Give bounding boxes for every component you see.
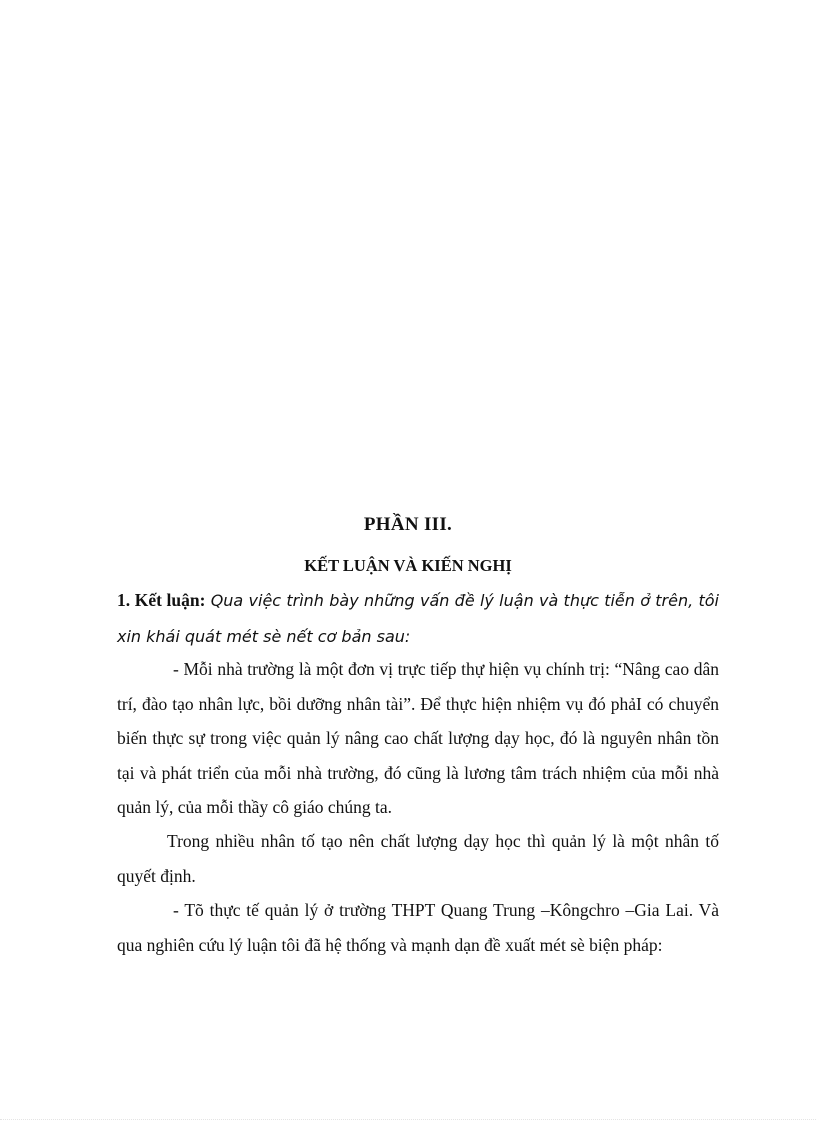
paragraph-management-factor: Trong nhiều nhân tố tạo nên chất lượng dạy học thì quản lý là một nhân tố quyết định.	[117, 831, 719, 886]
conclusion-label: 1. Kết luận	[117, 590, 200, 610]
part-title: PHẦN III.	[363, 514, 453, 535]
page-bottom-divider	[0, 1119, 816, 1120]
paragraph-practical-measures: - Tõ thực tế quản lý ở trường THPT Quang Trung –Kôngchro –Gia Lai. Và qua nghiên cứu lý luận tôi đã hệ thống và mạnh dạn đề xuất mét sè biện pháp:	[117, 900, 719, 955]
section-title: KẾT LUẬN VÀ KIẾN NGHỊ	[304, 556, 512, 575]
conclusion-intro-text: Qua việc trình bày những vấn đề lý luận và thực tiễn ở trên, tôi xin khái quát mét sè nết cơ bản sau:	[117, 591, 719, 646]
conclusion-separator: :	[199, 590, 206, 610]
conclusion-intro	[117, 583, 719, 654]
paragraph-school-mission: - Mỗi nhà trường là một đơn vị trực tiếp thự hiện vụ chính trị: “Nâng cao dân trí, đào tạo nhân lực, bồi dưỡng nhân tài”. Để thực hiện nhiệm vụ đó phảI có chuyển biến thực sự trong việc quản lý nâng cao chất lượng dạy học, đó là nguyên nhân tồn tại và phát triển của mỗi nhà trường, đó cũng là lương tâm trách nhiệm của mỗi nhà quản lý, của mỗi thầy cô giáo chúng ta.	[117, 659, 719, 817]
